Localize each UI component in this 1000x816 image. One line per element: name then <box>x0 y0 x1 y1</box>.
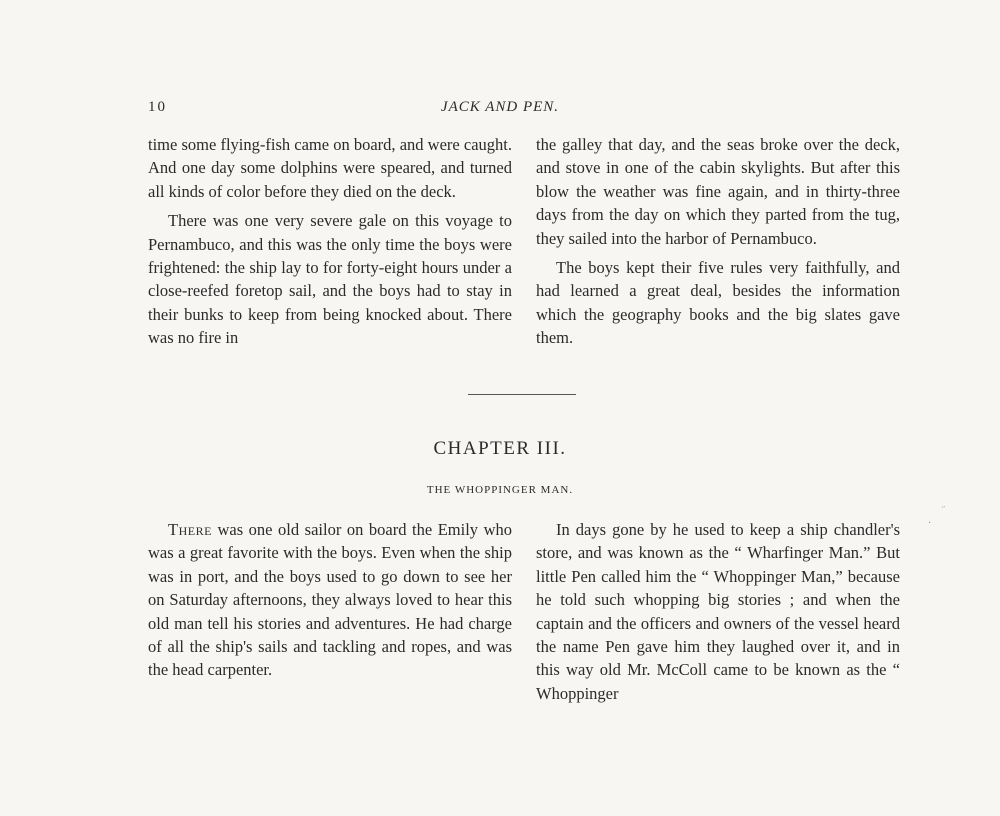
paragraph: the galley that day, and the seas broke over the deck, and stove in one of the cabin skylights. But after this blow the weather was fine again, and in thirty-three days from the day on which they parted from the tug, they sailed into the harbor of Pernambuco. <box>536 135 900 248</box>
paragraph <box>148 518 512 682</box>
section-divider <box>468 394 576 395</box>
paper-speck: · <box>928 518 932 529</box>
running-head <box>148 99 852 119</box>
bottom-left-column <box>148 518 512 682</box>
paragraph: There was one very severe gale on this voyage to Pernambuco, and this was the only time the boys were frightened: the ship lay to for forty-eight hours under a close-reefed foretop sail, and the boys had to stay in their bunks to keep from being knocked about. There was no fire in <box>148 211 512 348</box>
top-left-column <box>148 133 512 350</box>
paper-speck: ᵕ <box>942 502 945 513</box>
running-title: JACK AND PEN. <box>440 99 560 115</box>
chapter-heading: CHAPTER III. <box>433 438 567 459</box>
paragraph: The boys kept their five rules very faithfully, and had learned a great deal, besides the information which the geography books and the big slates gave them. <box>536 258 900 348</box>
bottom-right-column <box>536 518 900 705</box>
paragraph: time some flying-fish came on board, and were caught. And one day some dolphins were speared, and turned all kinds of color before they died on the deck. <box>148 135 512 201</box>
paragraph-text: was one old sailor on board the Emily who was a great favorite with the boys. Even when the ship was in port, and the boys used to go down to see her on Saturday afternoons, they always loved to hear this old man tell his stories and adventures. He had charge of all the ship's sails and tackling and ropes, and was the head carpenter. <box>148 520 512 680</box>
page-number: 10 <box>148 99 167 115</box>
opening-word: There <box>168 520 212 539</box>
top-right-column <box>536 133 900 350</box>
paragraph: In days gone by he used to keep a ship chandler's store, and was known as the “ Wharfinger Man.” But little Pen called him the “ Whoppinger Man,” because he told such whopping big stories ; and when the captain and the officers and owners of the vessel heard the name Pen gave him they laughed over it, and in this way old Mr. McColl came to be known as the “ Whoppinger <box>536 520 900 703</box>
chapter-subtitle: THE WHOPPINGER MAN. <box>426 484 574 496</box>
